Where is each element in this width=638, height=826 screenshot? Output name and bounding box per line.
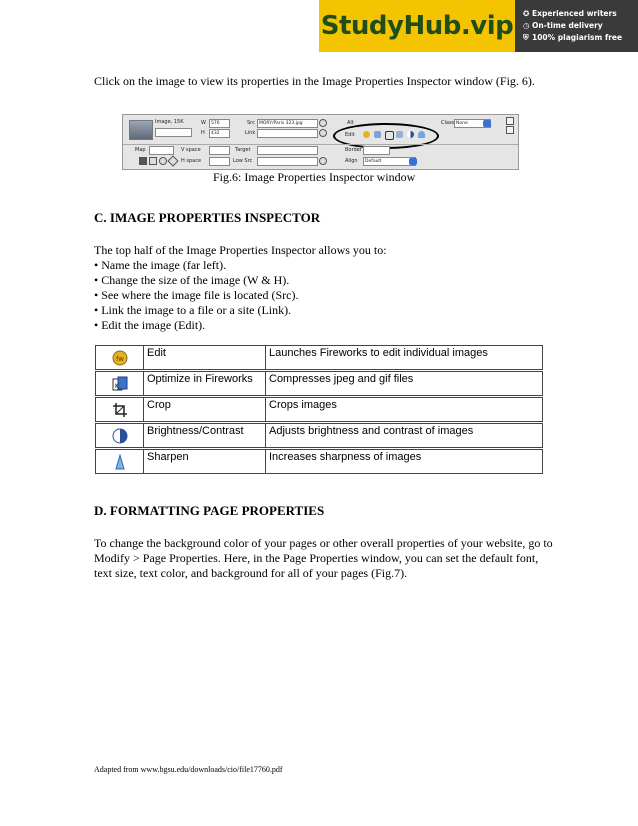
src-field[interactable]: MORY/Paris 323.jpg bbox=[257, 119, 318, 128]
award-icon: ✪ bbox=[523, 9, 530, 18]
tool-description: Adjusts brightness and contrast of images bbox=[269, 425, 474, 437]
image-thumbnail bbox=[129, 120, 153, 140]
point-to-file-icon[interactable] bbox=[319, 157, 327, 165]
align-select[interactable]: Default bbox=[363, 157, 416, 166]
feature-list bbox=[515, 8, 622, 44]
lowsrc-label: Low Src bbox=[233, 158, 253, 164]
figure-caption: Fig.6: Image Properties Inspector window bbox=[213, 170, 416, 184]
edit-tools-table bbox=[95, 345, 543, 475]
list-item: • Edit the image (Edit). bbox=[94, 318, 298, 333]
tool-description: Compresses jpeg and gif files bbox=[269, 373, 414, 385]
list-item: • Change the size of the image (W & H). bbox=[94, 273, 298, 288]
section-d-body: To change the background color of your pages or other overall properties of your website, go to Modify > Page Properties. Here, in the Page Properties window, you can set the default font, text size, text color, and background for all of your pages (Fig.7). bbox=[94, 536, 553, 580]
options-icon[interactable] bbox=[506, 126, 514, 134]
edit-label: Edit bbox=[345, 132, 355, 138]
feature-item: ◷ On-time delivery bbox=[523, 21, 603, 30]
border-field[interactable] bbox=[363, 146, 390, 155]
map-label: Map bbox=[135, 147, 146, 153]
studyhub-banner[interactable] bbox=[319, 0, 638, 52]
list-item: • Link the image to a file or a site (Link). bbox=[94, 303, 298, 318]
image-name-label: Image, 15K bbox=[155, 119, 184, 125]
oval-hotspot-icon[interactable] bbox=[159, 157, 167, 165]
image-properties-inspector bbox=[122, 114, 519, 170]
tool-description: Launches Fireworks to edit individual images bbox=[269, 347, 488, 359]
source-footer: Adapted from www.bgsu.edu/downloads/cio/file17760.pdf bbox=[94, 765, 283, 774]
intro-text: Click on the image to view its properties in the Image Properties Inspector window (Fig. 6). bbox=[94, 74, 535, 88]
table-row bbox=[95, 345, 543, 370]
optimize-icon bbox=[112, 376, 128, 392]
feature-item: ✪ Experienced writers bbox=[523, 9, 617, 18]
section-c-heading: C. IMAGE PROPERTIES INSPECTOR bbox=[94, 210, 321, 225]
w-label: W bbox=[201, 120, 206, 126]
shield-icon: ⛨ bbox=[523, 33, 529, 42]
table-row bbox=[95, 397, 543, 422]
lowsrc-field[interactable] bbox=[257, 157, 318, 166]
tool-name: Edit bbox=[144, 346, 266, 369]
feature-item: ⛨ 100% plagiarism free bbox=[523, 33, 623, 42]
pointer-hotspot-icon[interactable] bbox=[139, 157, 147, 165]
target-field[interactable] bbox=[257, 146, 318, 155]
crop-icon bbox=[112, 402, 128, 418]
hspace-label: H space bbox=[181, 158, 202, 164]
section-d-heading: D. FORMATTING PAGE PROPERTIES bbox=[94, 503, 325, 518]
link-label: Link bbox=[245, 130, 256, 136]
border-label: Border bbox=[345, 147, 362, 153]
divider bbox=[123, 144, 518, 145]
sharpen-icon bbox=[112, 454, 128, 470]
vspace-label: V space bbox=[181, 147, 201, 153]
tool-description: Crops images bbox=[269, 399, 337, 411]
svg-text:fw: fw bbox=[115, 354, 124, 363]
polygon-hotspot-icon[interactable] bbox=[167, 155, 178, 166]
tool-name: Crop bbox=[144, 398, 266, 421]
align-label: Align bbox=[345, 158, 358, 164]
table-row bbox=[95, 449, 543, 474]
src-label: Src bbox=[247, 120, 255, 126]
class-label: Class bbox=[441, 120, 455, 126]
brand-logo[interactable]: StudyHub.vip bbox=[319, 0, 515, 52]
section-c-lead: The top half of the Image Properties Inspector allows you to: bbox=[94, 243, 387, 257]
h-label: H bbox=[201, 130, 205, 136]
tool-name: Sharpen bbox=[144, 450, 266, 473]
tool-name: Brightness/Contrast bbox=[144, 424, 266, 447]
chevron-down-icon[interactable] bbox=[483, 120, 491, 127]
alt-label: Alt bbox=[347, 120, 354, 126]
feature-bullets bbox=[94, 258, 298, 333]
rectangle-hotspot-icon[interactable] bbox=[149, 157, 157, 165]
list-item: • Name the image (far left). bbox=[94, 258, 298, 273]
table-row bbox=[95, 423, 543, 448]
height-field[interactable]: 432 bbox=[209, 129, 230, 138]
tool-name: Optimize in Fireworks bbox=[144, 372, 266, 395]
width-field[interactable]: 576 bbox=[209, 119, 230, 128]
vspace-field[interactable] bbox=[209, 146, 230, 155]
help-icon[interactable] bbox=[506, 117, 514, 125]
fireworks-edit-icon bbox=[112, 350, 128, 366]
tool-description: Increases sharpness of images bbox=[269, 451, 422, 463]
svg-text:K: K bbox=[114, 382, 119, 390]
target-label: Target bbox=[235, 147, 251, 153]
point-to-file-icon[interactable] bbox=[319, 129, 327, 137]
brightness-contrast-icon bbox=[112, 428, 128, 444]
clock-icon: ◷ bbox=[523, 21, 530, 30]
hspace-field[interactable] bbox=[209, 157, 230, 166]
map-field[interactable] bbox=[149, 146, 174, 155]
link-field[interactable] bbox=[257, 129, 318, 138]
list-item: • See where the image file is located (Src). bbox=[94, 288, 298, 303]
point-to-file-icon[interactable] bbox=[319, 119, 327, 127]
chevron-down-icon[interactable] bbox=[409, 158, 417, 165]
class-select[interactable]: None bbox=[454, 119, 491, 128]
image-name-field[interactable] bbox=[155, 128, 192, 137]
table-row bbox=[95, 371, 543, 396]
